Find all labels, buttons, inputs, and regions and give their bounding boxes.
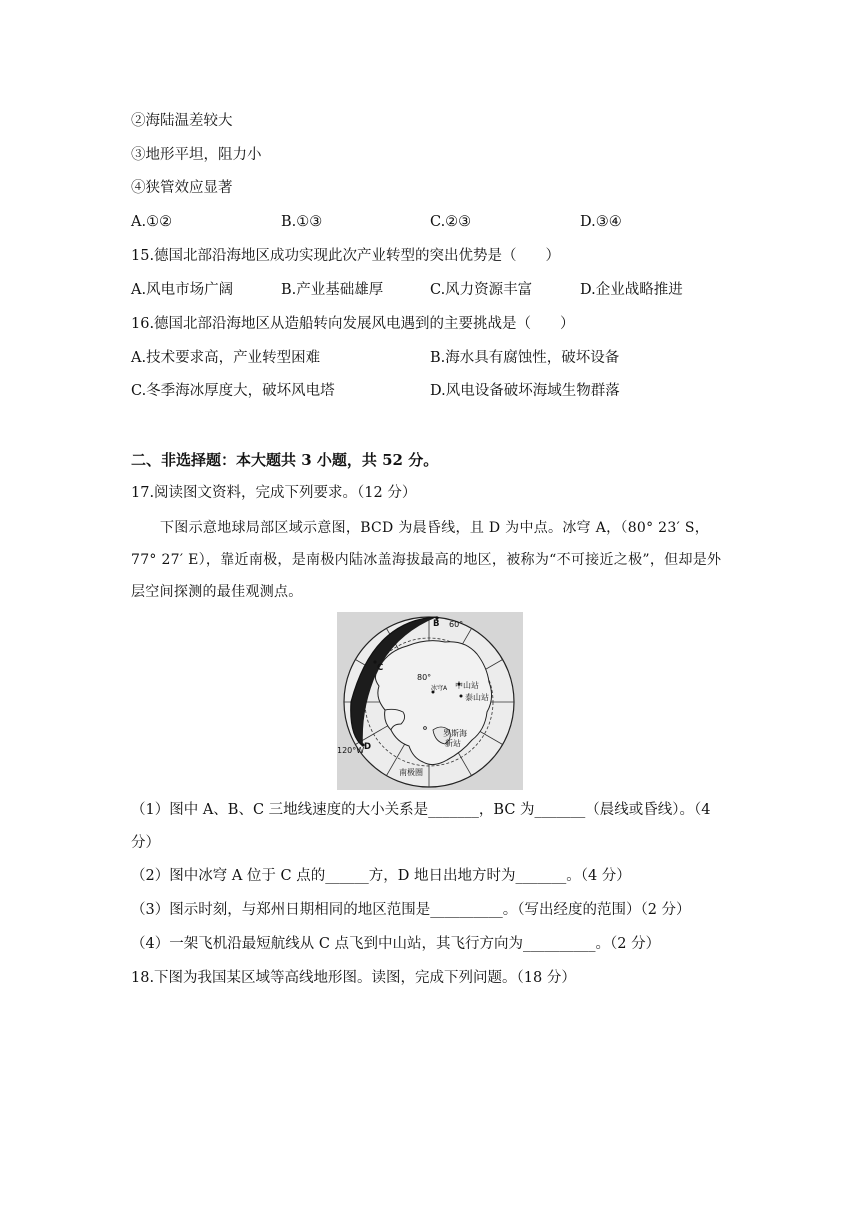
label-c: C <box>377 663 384 673</box>
label-lon120: 120°W <box>337 746 365 755</box>
q17-sub2: （2）图中冰穹 A 位于 C 点的______方，D 地日出地方时为_______。（4 分） <box>131 868 631 884</box>
antarctic-map-figure <box>337 612 523 790</box>
q16-stem: 16.德国北部沿海地区从造船转向发展风电遇到的主要挑战是（ ） <box>131 316 575 332</box>
q14-option-b: B.①③ <box>281 214 323 230</box>
q15-option-a: A.风电市场广阔 <box>131 282 234 298</box>
label-d: D <box>364 742 372 752</box>
q16-option-a: A.技术要求高，产业转型困难 <box>131 350 321 366</box>
q14-item-2: ②海陆温差较大 <box>131 113 233 129</box>
label-lat80: 80° <box>417 673 432 682</box>
label-ross-sea: 罗斯海 <box>443 729 467 738</box>
q16-option-d: D.风电设备破坏海域生物群落 <box>430 383 620 399</box>
section-title: 二、非选择题：本大题共 3 小题，共 52 分。 <box>131 451 439 469</box>
q14-option-a: A.①② <box>131 214 173 230</box>
label-b: B <box>433 619 440 629</box>
q17-sub3: （3）图示时刻，与郑州日期相同的地区范围是__________。（写出经度的范围）（2 分） <box>131 902 691 918</box>
label-taishan: 泰山站 <box>465 693 489 702</box>
q17-material: 下图示意地球局部区域示意图，BCD 为晨昏线，且 D 为中点。冰穹 A，（80° 23′ S，77° 27′ E），靠近南极，是南极内陆冰盖海拔最高的地区，被称为“不可接近之极”，但却是外层空间探测的最佳观测点。 <box>131 520 722 600</box>
q14-option-c: C.②③ <box>430 214 472 230</box>
q18-stem: 18.下图为我国某区域等高线地形图。读图，完成下列问题。（18 分） <box>131 970 576 986</box>
q16-option-c: C.冬季海冰厚度大，破坏风电塔 <box>131 383 335 399</box>
label-lat60: 60° <box>449 620 464 629</box>
label-dome-a: 冰穹A <box>431 685 448 692</box>
q17-sub4: （4）一架飞机沿最短航线从 C 点飞到中山站，其飞行方向为__________。（2 分） <box>131 936 661 952</box>
q17-sub1-line1: （1）图中 A、B、C 三地线速度的大小关系是_______，BC 为_______（晨线或昏线）。（4 <box>131 802 711 818</box>
q15-option-b: B.产业基础雄厚 <box>281 282 384 298</box>
q14-item-3: ③地形平坦，阻力小 <box>131 147 262 163</box>
q17-stem: 17.阅读图文资料，完成下列要求。（12 分） <box>131 485 417 501</box>
q15-option-c: C.风力资源丰富 <box>430 282 533 298</box>
label-zhongshan: 中山站 <box>455 681 479 690</box>
q16-option-b: B.海水具有腐蚀性，破坏设备 <box>430 350 620 366</box>
q15-option-d: D.企业战略推进 <box>580 282 683 298</box>
label-polar-circle: 南极圈 <box>399 768 423 777</box>
q15-stem: 15.德国北部沿海地区成功实现此次产业转型的突出优势是（ ） <box>131 248 561 264</box>
label-xinzhan: 新站 <box>445 739 461 748</box>
q14-option-d: D.③④ <box>580 214 622 230</box>
taishan-dot <box>460 695 463 698</box>
q17-sub1-line2: 分） <box>131 835 160 851</box>
q14-item-4: ④狭管效应显著 <box>131 180 233 196</box>
